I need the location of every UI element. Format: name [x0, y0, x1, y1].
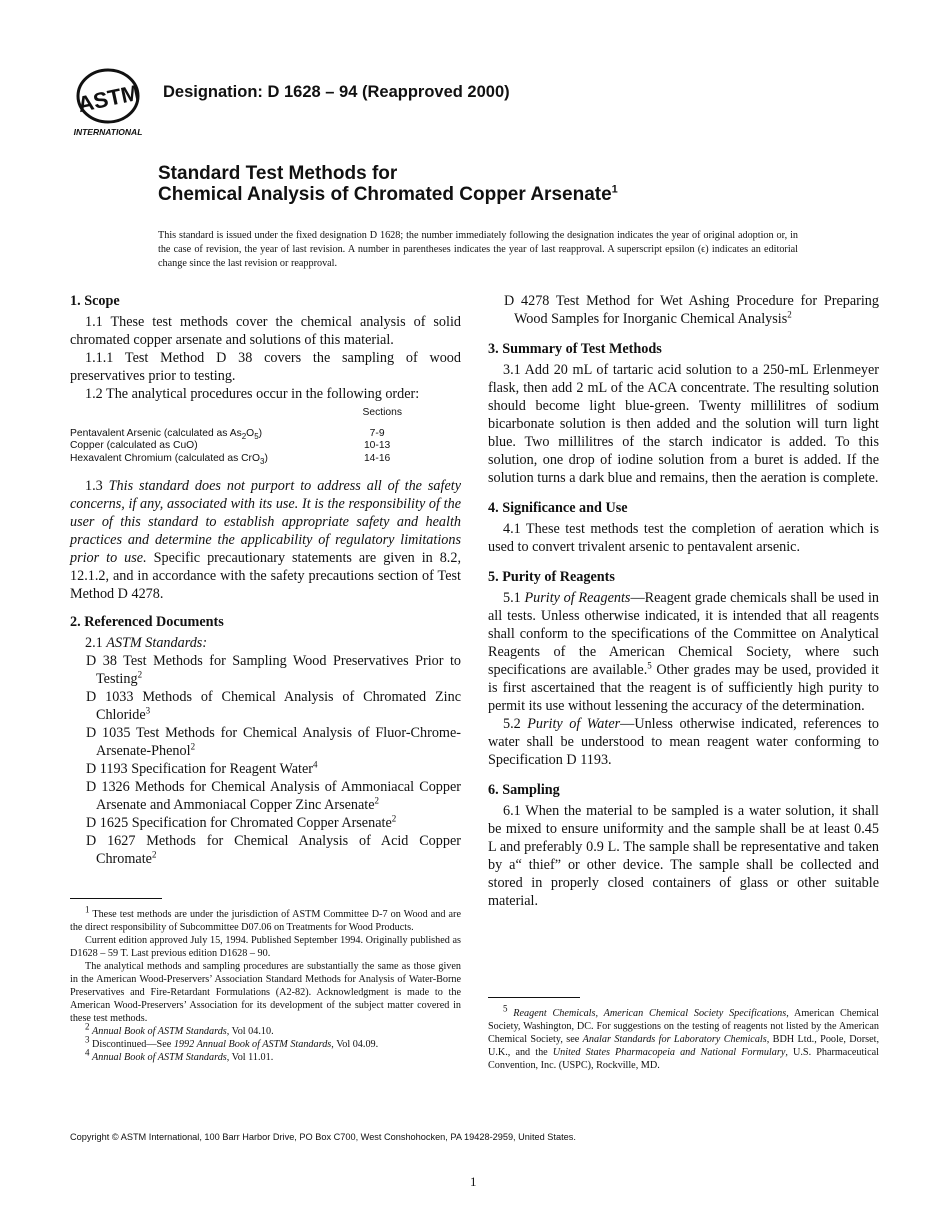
- astm-logo: [70, 66, 150, 138]
- footnote-rule-right: [488, 997, 580, 998]
- row-sections: 10-13: [363, 440, 391, 451]
- footnote-1: $^1$ These test methods are under the jurisdiction of ASTM Committee D-7 on Wood and are the direct responsibility of Subcommittee D07.06 on Treatments for Wood Products.: [70, 904, 461, 933]
- scope-heading: 1. Scope: [70, 293, 120, 309]
- page-number: 1: [470, 1174, 477, 1189]
- table-row: [70, 428, 461, 441]
- footnote-1b: Current edition approved July 15, 1994. Published September 1994. Originally published as D1628 – 59 T. Last previous edition D1628 – 90.: [70, 935, 461, 959]
- designation: Designation: D 1628 – 94 (Reapproved 2000): [163, 83, 510, 101]
- row-name: Copper (calculated as CuO): [70, 440, 198, 451]
- sections-table: [70, 407, 461, 465]
- significance-heading: 4. Significance and Use: [488, 500, 628, 516]
- list-item: D 38 Test Methods for Sampling Wood Preservatives Prior to Testing$^2$: [86, 653, 461, 687]
- list-item: D 1627 Methods for Chemical Analysis of Acid Copper Chromate$^2$: [86, 833, 461, 867]
- footnote-3: $^3$ Discontinued—See 1992 Annual Book of ASTM Standards, Vol 04.09.: [85, 1034, 379, 1050]
- list-item: D 1326 Methods for Chemical Analysis of Ammoniacal Copper Arsenate and Ammoniacal Copper Zinc Arsenate$^2$: [86, 779, 461, 813]
- footnote-rule-left: [70, 898, 162, 899]
- significance-p1: 4.1 These test methods test the completion of aeration which is used to convert trivalent arsenic to pentavalent arsenic.: [488, 521, 879, 555]
- scope-p3: 1.2 The analytical procedures occur in the following order:: [85, 386, 420, 402]
- purity-heading: 5. Purity of Reagents: [488, 569, 615, 585]
- right-column: [488, 292, 879, 910]
- purity-p2: 5.2 Purity of Water—Unless otherwise indicated, references to water shall be understood to mean reagent water conforming to Specification D 1193.: [488, 716, 879, 768]
- row-sections: 14-16: [363, 452, 391, 464]
- footnote-1c: The analytical methods and sampling procedures are substantially the same as those given in the American Wood-Preservers’ Association Standard Methods for Analysis of Water-Borne Preservatives and Fire-Retardant Formulations (A2-82). Acknowledgment is made to the American Wood-Preservers’ Association for its development of the subject matter covered in these test methods.: [70, 961, 461, 1024]
- purity-p1: 5.1 Purity of Reagents—Reagent grade chemicals shall be used in all tests. Unless otherwise indicated, it is intended that all reagents shall conform to the specifications of the Committee on Analytical Reagents of the American Chemical Society, where such specifications are available.$^5$ Other grades may be used, provided it is first ascertained that the reagent is of sufficiently high purity to permit its use without lessening the accuracy of the determination.: [488, 590, 879, 714]
- footnotes-left: [70, 904, 461, 1064]
- summary-heading: 3. Summary of Test Methods: [488, 341, 662, 357]
- title-line-2: [158, 184, 618, 206]
- list-item: D 1033 Methods of Chemical Analysis of Chromated Zinc Chloride$^3$: [86, 689, 461, 723]
- sampling-p1: 6.1 When the material to be sampled is a water solution, it shall be mixed to ensure uniformity and the sample shall be at least 0.45 L and preferably 0.9 L. The sample shall be representative and taken by a“ thief” or other device. The sample shall be collected and stored in properly closed containers of glass or other suitable material.: [488, 803, 879, 909]
- table-row: [70, 440, 461, 453]
- title-line-1: Standard Test Methods for: [158, 163, 398, 184]
- left-column: [70, 292, 461, 868]
- table-row: [70, 453, 461, 466]
- footnote-4: $^4$ Annual Book of ASTM Standards, Vol 11.01.: [85, 1047, 274, 1063]
- copyright: Copyright © ASTM International, 100 Barr Harbor Drive, PO Box C700, West Conshohocken, PA 19428-2959, United States.: [70, 1132, 576, 1142]
- list-item: D 1193 Specification for Reagent Water$^4$: [86, 759, 318, 777]
- summary-p1: 3.1 Add 20 mL of tartaric acid solution to a 250-mL Erlenmeyer flask, then add 2 mL of the ACA concentrate. The resulting solution should become light blue-green. Twenty millilitres of sodium bicarbonate solution is then added and the solution will turn light blue. Two millilitres of the starch indicator is added. To this solution, one drop of iodine solution from a buret is added. If the solution turns a dark blue and remains, then the aeration is complete.: [488, 362, 879, 486]
- list-item: D 1625 Specification for Chromated Copper Arsenate$^2$: [86, 813, 397, 831]
- title-footnote-marker: 1: [611, 183, 618, 196]
- row-name: Pentavalent Arsenic (calculated as $As_2O_5$): [70, 427, 263, 441]
- logo-text: ASTM: [75, 79, 142, 118]
- intro-paragraph: This standard is issued under the fixed designation D 1628; the number immediately following the designation indicates the year of original adoption or, in the case of revision, the year of last revision. A number in parentheses indicates the year of last reapproval. A superscript epsilon (ϵ) indicates an editorial change since the last revision or reapproval.: [158, 230, 798, 269]
- footnote-5: $^5$ Reagent Chemicals, American Chemical Society Specifications, American Chemical Society, Washington, DC. For suggestions on the testing of reagents not listed by the American Chemical Society, see Analar Standards for Laboratory Chemicals, BDH Ltd., Poole, Dorset, U.K., and the United States Pharmacopeia and National Formulary, U.S. Pharmaceutical Convention, Inc. (USPC), Rockville, MD.: [488, 1003, 880, 1071]
- title-text: Chemical Analysis of Chromated Copper Arsenate: [158, 184, 612, 205]
- sampling-heading: 6. Sampling: [488, 782, 560, 798]
- referenced-subheading: 2.1 ASTM Standards:: [85, 635, 208, 651]
- sections-table-header: Sections: [362, 407, 402, 418]
- logo-subtext: INTERNATIONAL: [73, 127, 143, 137]
- scope-p2: 1.1.1 Test Method D 38 covers the sampling of wood preservatives prior to testing.: [70, 350, 461, 384]
- row-sections: 7-9: [369, 427, 385, 439]
- footnote-2: $^2$ Annual Book of ASTM Standards, Vol 04.10.: [85, 1021, 274, 1037]
- list-item: D 4278 Test Method for Wet Ashing Procedure for Preparing Wood Samples for Inorganic Chemical Analysis$^2$: [504, 293, 879, 327]
- referenced-heading: 2. Referenced Documents: [70, 614, 224, 630]
- scope-p4: 1.3 This standard does not purport to address all of the safety concerns, if any, associated with its use. It is the responsibility of the user of this standard to establish appropriate safety and health practices and determine the applicability of regulatory limitations prior to use. Specific precautionary statements are given in 8.2, 12.1.2, and in accordance with the safety precautions section of Test Method D 4278.: [70, 478, 461, 602]
- row-name: Hexavalent Chromium (calculated as CrO$_3$): [70, 452, 268, 466]
- list-item: D 1035 Test Methods for Chemical Analysis of Fluor-Chrome-Arsenate-Phenol$^2$: [86, 725, 461, 759]
- scope-p1: 1.1 These test methods cover the chemical analysis of solid chromated copper arsenate and solutions of this material.: [70, 314, 461, 348]
